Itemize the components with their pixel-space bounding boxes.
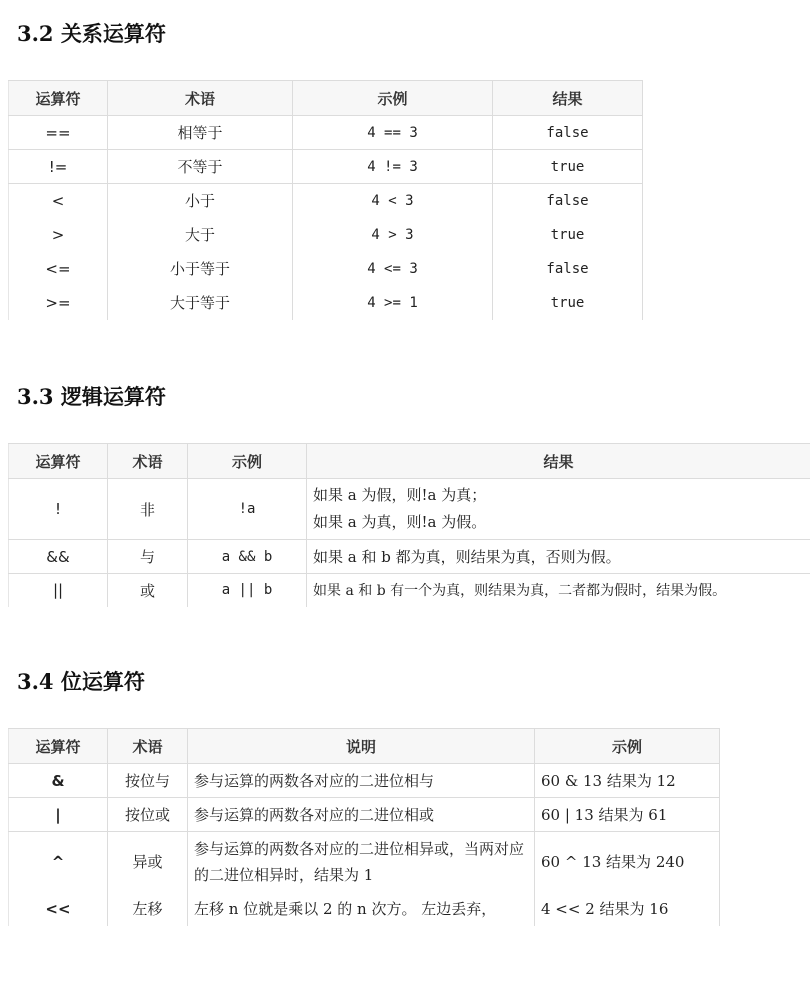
heading-3-2: 3.2 关系运算符 <box>17 21 166 46</box>
example-cell: 60 & 13 结果为 12 <box>535 764 720 798</box>
table-row <box>9 286 643 320</box>
example-cell: 4 != 3 <box>293 150 493 184</box>
table-row <box>9 832 720 892</box>
example-cell: a && b <box>188 540 307 574</box>
example-cell: 4 << 2 结果为 16 <box>535 892 720 926</box>
description-cell: 参与运算的两数各对应的二进位相异或，当两对应的二进位相异时，结果为 1 <box>188 832 535 892</box>
term-cell: 左移 <box>108 892 188 926</box>
table-row <box>9 479 810 540</box>
example-cell: 60 | 13 结果为 61 <box>535 798 720 832</box>
term-cell: 不等于 <box>108 150 293 184</box>
result-cell: false <box>493 116 643 150</box>
table-row <box>9 764 720 798</box>
operator-cell: > <box>9 218 108 252</box>
column-header: 运算符 <box>9 444 108 479</box>
result-cell: true <box>493 218 643 252</box>
operator-cell: & <box>9 764 108 798</box>
column-header: 结果 <box>307 444 810 479</box>
example-cell: a || b <box>188 574 307 607</box>
example-cell: 60 ^ 13 结果为 240 <box>535 832 720 892</box>
heading-3-4: 3.4 位运算符 <box>17 669 145 694</box>
term-cell: 按位与 <box>108 764 188 798</box>
table-row <box>9 540 810 574</box>
term-cell: 小于等于 <box>108 252 293 286</box>
description-cell: 参与运算的两数各对应的二进位相与 <box>188 764 535 798</box>
operator-cell: ! <box>9 479 108 540</box>
column-header: 示例 <box>188 444 307 479</box>
table-row <box>9 574 810 607</box>
table-row <box>9 218 643 252</box>
column-header: 结果 <box>493 81 643 116</box>
table-row <box>9 252 643 286</box>
result-line: 如果 a 为真，则!a 为假。 <box>313 513 487 531</box>
term-cell: 异或 <box>108 832 188 892</box>
description-cell: 参与运算的两数各对应的二进位相或 <box>188 798 535 832</box>
term-cell: 与 <box>108 540 188 574</box>
operator-cell: <= <box>9 252 108 286</box>
example-cell: 4 > 3 <box>293 218 493 252</box>
result-cell: true <box>493 286 643 320</box>
term-cell: 大于 <box>108 218 293 252</box>
operator-cell: | <box>9 798 108 832</box>
column-header: 说明 <box>188 729 535 764</box>
term-cell: 或 <box>108 574 188 607</box>
example-cell: 4 >= 1 <box>293 286 493 320</box>
result-cell: 如果 a 和 b 有一个为真，则结果为真，二者都为假时，结果为假。 <box>307 574 810 607</box>
column-header: 示例 <box>293 81 493 116</box>
result-cell: true <box>493 150 643 184</box>
operator-cell: >= <box>9 286 108 320</box>
operator-cell: != <box>9 150 108 184</box>
column-header: 术语 <box>108 81 293 116</box>
table-header-row <box>9 81 643 116</box>
column-header: 运算符 <box>9 729 108 764</box>
column-header: 示例 <box>535 729 720 764</box>
column-header: 术语 <box>108 444 188 479</box>
table-row <box>9 892 720 926</box>
heading-3-3: 3.3 逻辑运算符 <box>17 384 166 409</box>
example-cell: 4 == 3 <box>293 116 493 150</box>
description-cell: 左移 n 位就是乘以 2 的 n 次方。 左边丢弃， <box>188 892 535 926</box>
table-row <box>9 798 720 832</box>
table-row <box>9 116 643 150</box>
relational-operators-table <box>8 80 643 320</box>
table-row <box>9 184 643 218</box>
bitwise-operators-table <box>8 728 720 926</box>
operator-cell: ^ <box>9 832 108 892</box>
table-header-row <box>9 729 720 764</box>
logical-operators-table <box>8 443 810 607</box>
term-cell: 小于 <box>108 184 293 218</box>
term-cell: 按位或 <box>108 798 188 832</box>
result-cell: false <box>493 252 643 286</box>
operator-cell: << <box>9 892 108 926</box>
operator-cell: < <box>9 184 108 218</box>
example-cell: 4 <= 3 <box>293 252 493 286</box>
term-cell: 非 <box>108 479 188 540</box>
operator-cell: == <box>9 116 108 150</box>
table-row <box>9 150 643 184</box>
column-header: 运算符 <box>9 81 108 116</box>
operator-cell: && <box>9 540 108 574</box>
result-cell: 如果 a 和 b 都为真，则结果为真，否则为假。 <box>307 540 810 574</box>
column-header: 术语 <box>108 729 188 764</box>
result-line: 如果 a 为假，则!a 为真； <box>313 486 487 504</box>
example-cell: 4 < 3 <box>293 184 493 218</box>
term-cell: 大于等于 <box>108 286 293 320</box>
example-cell: !a <box>188 479 307 540</box>
term-cell: 相等于 <box>108 116 293 150</box>
operator-cell: || <box>9 574 108 607</box>
table-header-row <box>9 444 810 479</box>
result-cell <box>307 479 810 540</box>
result-cell: false <box>493 184 643 218</box>
